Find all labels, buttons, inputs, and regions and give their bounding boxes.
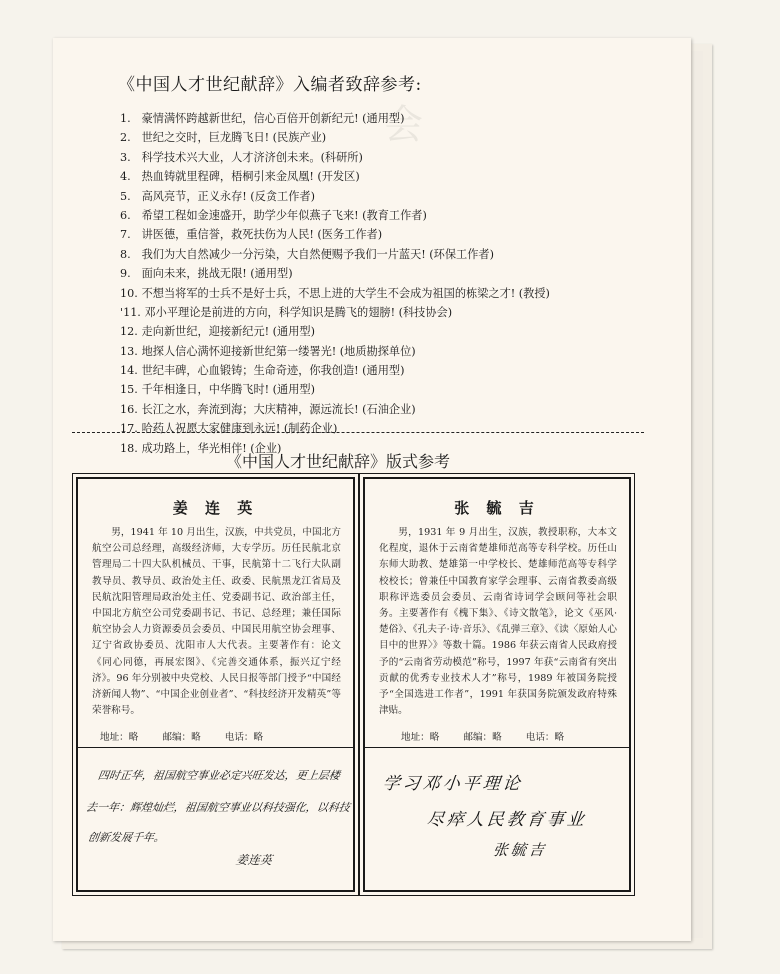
item-text: 地探人信心满怀迎接新世纪第一缕署光! (地质勘探单位) [141, 344, 416, 358]
address-label: 地址：略 [100, 732, 139, 743]
contact-line [401, 729, 619, 743]
dedication-item [120, 284, 660, 303]
handwritten-message [365, 751, 629, 890]
dedication-item [120, 225, 660, 244]
item-number: '11. [120, 305, 141, 319]
item-text: 讲医德，重信誉，救死扶伤为人民! (医务工作者) [141, 228, 383, 242]
item-text: 我们为大自然减少一分污染，大自然便赐予我们一片蓝天! (环保工作者) [141, 247, 494, 261]
dedication-item [120, 361, 660, 380]
dedication-item [120, 109, 660, 128]
dedication-item [120, 419, 660, 438]
dedication-list [120, 109, 660, 458]
item-number: 1. [120, 112, 131, 125]
dedication-item [120, 303, 660, 322]
item-number: 6. [120, 208, 131, 222]
handwriting-line-1: 学习邓小平理论 [381, 774, 524, 794]
item-number: 18. [120, 441, 138, 455]
item-number: 2. [120, 131, 131, 145]
item-text: 成功路上，华光相伴! (企业) [141, 441, 282, 455]
card-separator [78, 747, 353, 748]
dedication-item [120, 342, 660, 361]
item-text: 走向新世纪，迎接新纪元! (通用型) [141, 325, 315, 339]
dedication-item [120, 322, 660, 341]
item-text: 千年相逢日，中华腾飞时! (通用型) [141, 383, 315, 397]
phone-label: 电话：略 [525, 732, 565, 743]
sample-card-right [363, 477, 631, 892]
item-text: 面向未来，挑战无限! (通用型) [141, 267, 293, 281]
item-number: 16. [120, 402, 138, 416]
handwriting-line-3: 创新发展千年。 [87, 831, 166, 844]
page-heading: 《中国人才世纪献辞》入编者致辞参考: [118, 75, 422, 95]
item-number: 5. [120, 189, 131, 203]
item-text: 希望工程如金速盛开，助学少年似燕子飞来! (教育工作者) [141, 208, 427, 222]
dedication-item [120, 264, 660, 283]
item-number: 14. [120, 364, 138, 378]
dedication-item [120, 128, 660, 147]
handwritten-signature: 姜连英 [234, 853, 273, 867]
item-text: 豪情满怀跨越新世纪，信心百倍开创新纪元! (通用型) [141, 112, 405, 125]
item-number: 10. [120, 286, 138, 300]
handwriting-line-1: 四时正华，祖国航空事业必定兴旺发达，更上层楼 [97, 769, 341, 782]
postcode-label: 邮编：略 [162, 732, 201, 743]
item-text: 长江之水，奔流到海；大庆精神，源远流长! (石油企业) [141, 402, 416, 416]
person-bio: 男，1931 年 9 月出生，汉族，教授职称，大本文化程度，退休于云南省楚雄师范高等专科学校。历任山东师大助教、楚雄第一中学校长、楚雄师范高等专科学校校长；曾兼任中国教育家学会理事、云南省教委高级职称评选委员会委员、云南省诗词学会顾问等社会职务。主要著作有《槐下集》、《诗文散笔》，论文《巫风·楚俗》、《孔夫子·诗·音乐》、《乱弹三章》、《读〈原始人心目中的世界〉》等数十篇。1986 年获云南省人民政府授予的“云南省劳动模范”称号，1997 年获“云南省有突出贡献的优秀专业技术人才”称号，1989 年被国务院授予“全国选进工作者”，1991 年获国务院颁发政府特殊津贴。 [379, 527, 617, 717]
dedication-item [120, 245, 660, 264]
item-number: 8. [120, 247, 131, 261]
person-name: 姜 连 英 [172, 499, 259, 517]
item-text: 热血铸就里程碑，梧桐引来金凤凰! (开发区) [141, 170, 360, 184]
item-number: 17. [120, 422, 138, 436]
person-bio: 男，1941 年 10 月出生，汉族，中共党员，中国北方航空公司总经理，高级经济师，大专学历。历任民航北京管理局二十四大队机械员、干事，民航第十二飞行大队副教导员、教导员、政治处主任、政委、民航黑龙江省局及民航沈阳管理局政治处主任、党委副书记、政治部主任，中国北方航空公司党委副书记、书记、总经理；兼任国际航空协会人力资源委员会委员、中国民用航空协会理事、辽宁省政协委员、沈阳市人大代表。主要著作有：论文《同心同德，再展宏图》、《完善交通体系，振兴辽宁经济》。96 年分别被中央党校、人民日报等部门授予“中国经济新闻人物”、“中国企业创业者”、“科技经济开发精英”等荣誉称号。 [92, 527, 341, 717]
card-separator [365, 747, 629, 748]
phone-label: 电话：略 [224, 732, 264, 743]
dedication-item [120, 400, 660, 419]
item-number: 15. [120, 383, 138, 397]
item-text: 邓小平理论是前进的方向，科学知识是腾飞的翅膀! (科技协会) [144, 305, 453, 319]
item-number: 12. [120, 325, 138, 339]
item-text: 科学技术兴大业，人才济济创未来。(科研所) [141, 150, 363, 164]
dedication-item [120, 148, 660, 167]
sample-card-left [76, 477, 355, 892]
item-text: 高风亮节，正义永存! (反贪工作者) [141, 189, 315, 203]
item-number: 9. [120, 267, 131, 281]
item-number: 7. [120, 228, 131, 242]
item-text: 世纪之交时，巨龙腾飞日! (民族产业) [141, 131, 327, 145]
item-number: 13. [120, 344, 138, 358]
item-number: 3. [120, 150, 131, 164]
handwriting-line-2: 去一年：辉煌灿烂，祖国航空事业以科技强化，以科技 [85, 801, 351, 814]
handwritten-signature: 张毓吉 [492, 841, 548, 859]
dash-divider [72, 432, 644, 433]
dedication-item [120, 167, 660, 186]
contact-line [100, 729, 343, 743]
person-name: 张 毓 吉 [454, 499, 540, 517]
dedication-item [120, 187, 660, 206]
postcode-label: 邮编：略 [463, 732, 502, 743]
item-text: 哈药人祝愿大家健康到永远! (制药企业) [141, 422, 338, 436]
handwriting-line-2: 尽瘁人民教育事业 [425, 810, 588, 830]
bleed-through-text: 会 [383, 102, 423, 148]
item-text: 不想当将军的士兵不是好士兵，不思上进的大学生不会成为祖国的栋梁之才! (教授) [141, 286, 550, 300]
dedication-item [120, 380, 660, 399]
sample-heading: 《中国人才世纪献辞》版式参考 [226, 452, 451, 471]
item-text: 世纪丰碑，心血锻铸；生命奇迹，你我创造! (通用型) [141, 364, 405, 378]
dedication-item [120, 206, 660, 225]
item-number: 4. [120, 170, 131, 184]
address-label: 地址：略 [401, 732, 440, 743]
handwritten-message [78, 751, 353, 890]
